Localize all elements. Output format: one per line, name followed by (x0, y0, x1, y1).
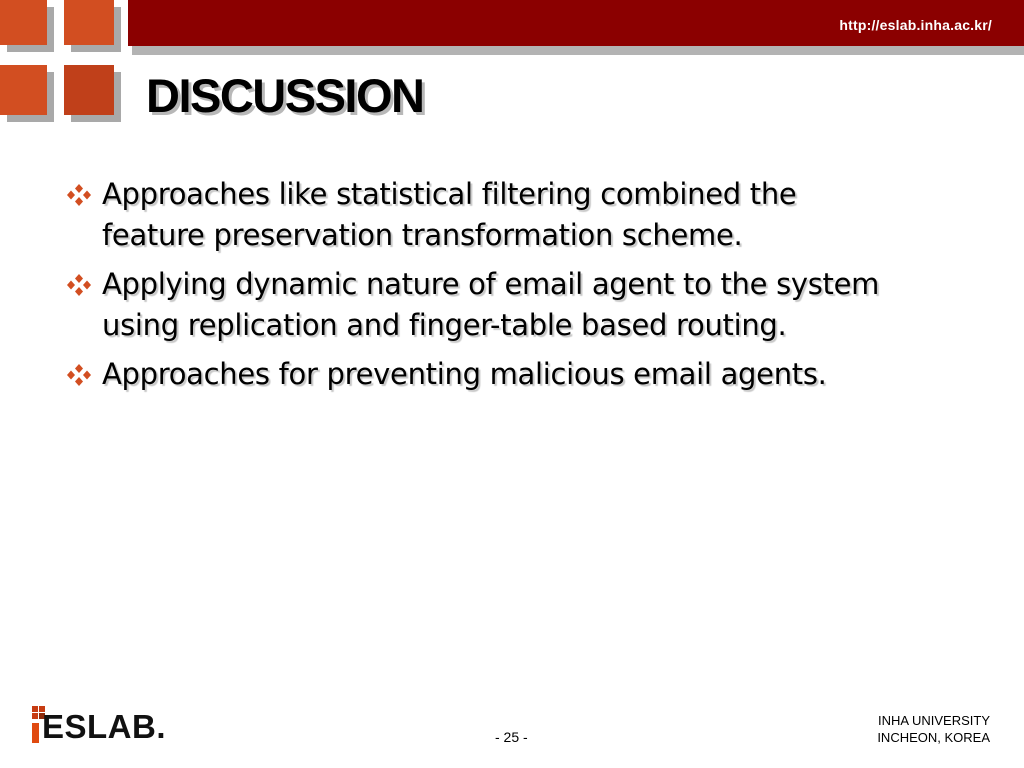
bullet-text-line: Approaches for preventing malicious email agents. (102, 357, 827, 391)
bullet-text-line: Approaches like statistical filtering combined the (102, 177, 797, 211)
university-label (877, 712, 990, 746)
corner-squares-logo (0, 0, 128, 125)
corner-square-bottom-left (0, 65, 47, 115)
bullet-list (64, 174, 969, 403)
header-bar (128, 0, 1024, 46)
header-bar-shadow (132, 46, 1024, 55)
bullet-text-line: using replication and finger-table based routing. (102, 308, 787, 342)
four-diamond-icon (66, 183, 92, 207)
corner-square-top-left (0, 0, 47, 45)
bullet-item-2 (64, 264, 969, 346)
bullet-item-1 (64, 174, 969, 256)
corner-square-top-right (64, 0, 114, 45)
bullet-text-line: feature preservation transformation scheme. (102, 218, 743, 252)
logo-dot (32, 713, 38, 719)
university-location: INCHEON, KOREA (877, 730, 990, 745)
eslab-logo-text: ESLAB. (42, 708, 167, 745)
four-diamond-icon (66, 273, 92, 297)
university-name: INHA UNIVERSITY (878, 713, 990, 728)
logo-i-bar (32, 723, 39, 743)
four-diamond-icon (66, 363, 92, 387)
slide-title: DISCUSSION (146, 69, 424, 122)
eslab-logo (32, 706, 202, 746)
logo-dot (32, 706, 38, 712)
page-number: - 25 - (495, 729, 528, 745)
corner-square-bottom-right (64, 65, 114, 115)
header-url-link[interactable]: http://eslab.inha.ac.kr/ (839, 17, 992, 33)
bullet-item-3 (64, 354, 969, 395)
bullet-text-line: Applying dynamic nature of email agent to the system (102, 267, 880, 301)
